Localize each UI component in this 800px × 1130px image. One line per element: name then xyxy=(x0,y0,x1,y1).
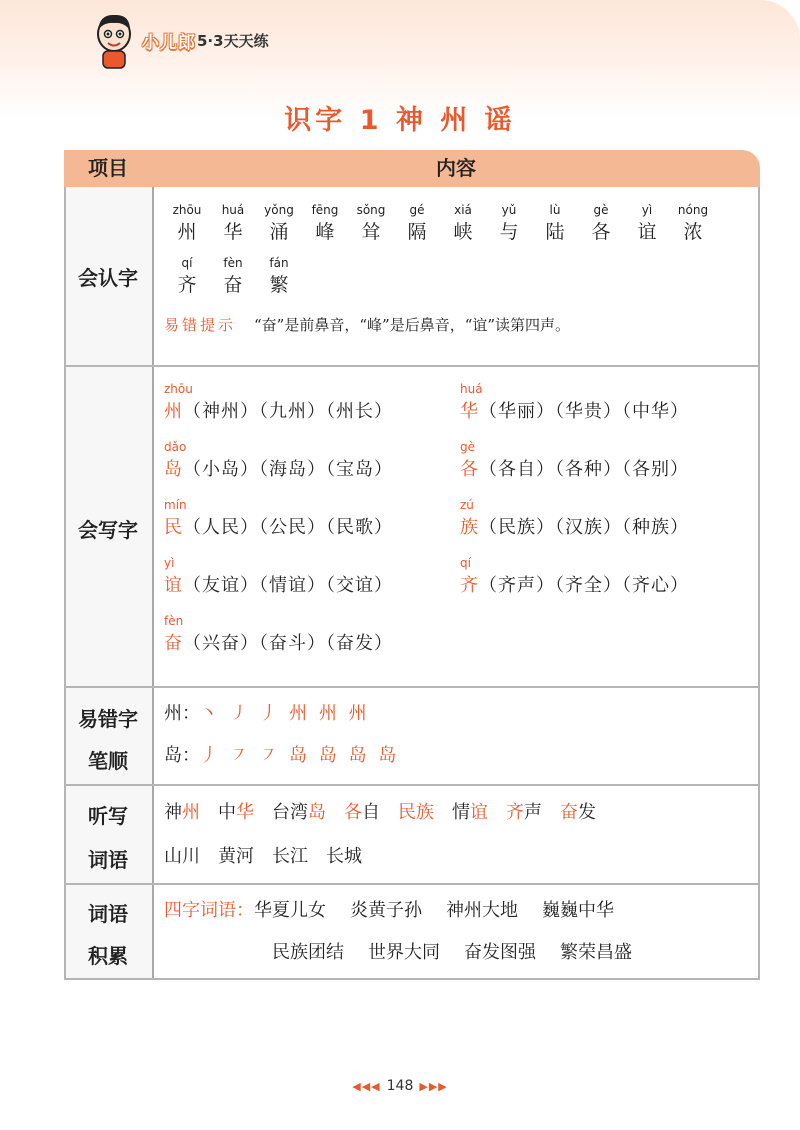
label-write: 会写字 xyxy=(78,518,138,542)
label-accumulate-2: 积累 xyxy=(88,944,128,968)
write-char: 奋 xyxy=(164,633,183,654)
header-item: 项目 xyxy=(88,156,128,180)
write-line xyxy=(164,629,460,659)
label-recognize: 会认字 xyxy=(78,266,138,290)
pinyin: yǒng xyxy=(264,203,294,217)
page-number: 148 xyxy=(386,1078,414,1094)
dictation-word: 长城 xyxy=(326,846,362,867)
series-name: 5·3天天练 xyxy=(197,32,269,50)
pinyin: gè xyxy=(593,203,609,217)
row-divider xyxy=(64,365,760,367)
recognize-char xyxy=(164,255,210,298)
word-part: 声 xyxy=(524,802,542,823)
idiom: 奋发图强 xyxy=(464,942,536,963)
dictation-word xyxy=(344,802,380,823)
study-table xyxy=(64,150,760,980)
pinyin: xiá xyxy=(454,203,472,217)
pinyin: yì xyxy=(641,203,653,217)
pinyin: mín xyxy=(164,498,187,512)
recognize-char xyxy=(164,202,210,245)
pinyin: sǒng xyxy=(356,203,386,217)
write-words: （小岛）（海岛）（宝岛） xyxy=(183,459,393,480)
word-part: 奋 xyxy=(560,802,578,823)
hanzi: 各 xyxy=(591,221,611,243)
hanzi: 华 xyxy=(223,221,243,243)
four-char-label: 四字词语： xyxy=(164,900,254,921)
pinyin: fēng xyxy=(311,203,339,217)
write-line xyxy=(164,455,460,485)
word-part: 情 xyxy=(452,802,470,823)
hanzi: 峡 xyxy=(453,221,473,243)
idiom: 繁荣昌盛 xyxy=(560,942,632,963)
header-content: 内容 xyxy=(436,156,476,180)
write-line xyxy=(164,513,460,543)
row-divider xyxy=(64,686,760,688)
column-divider xyxy=(152,187,154,980)
word-part: 谊 xyxy=(470,802,488,823)
write-words: （各自）（各种）（各别） xyxy=(479,459,689,480)
write-char: 岛 xyxy=(164,459,183,480)
write-char-item xyxy=(460,555,760,601)
pinyin: fán xyxy=(269,256,289,270)
write-char: 民 xyxy=(164,517,183,538)
stroke-sequence: 丶 ㇓ 丿 州 州 州 xyxy=(200,703,370,724)
write-char: 齐 xyxy=(460,575,479,596)
recognize-char xyxy=(348,202,394,245)
recognize-cell xyxy=(164,202,750,335)
tip-label: 易错提示 xyxy=(164,316,237,334)
pinyin: qí xyxy=(181,256,193,270)
write-cell xyxy=(164,381,750,659)
table-header xyxy=(64,150,760,187)
pinyin: nóng xyxy=(677,203,709,217)
label-strokes-2: 笔顺 xyxy=(88,749,128,773)
pinyin: gè xyxy=(460,440,475,454)
write-line xyxy=(164,397,460,427)
recognize-char xyxy=(486,202,532,245)
accumulate-row xyxy=(164,890,750,932)
word-part: 各 xyxy=(344,802,362,823)
dictation-word xyxy=(560,802,596,823)
recognize-grid xyxy=(164,202,750,298)
write-char: 华 xyxy=(460,401,479,422)
word-part: 州 xyxy=(182,802,200,823)
hanzi: 奋 xyxy=(223,274,243,296)
word-part: 中 xyxy=(218,802,236,823)
write-words: （齐声）（齐全）（齐心） xyxy=(479,575,689,596)
write-grid xyxy=(164,381,750,659)
hanzi: 州 xyxy=(177,221,197,243)
pinyin: gé xyxy=(409,203,425,217)
write-char-item xyxy=(164,381,460,427)
pinyin: zhōu xyxy=(164,382,193,396)
word-part: 自 xyxy=(362,802,380,823)
dictation-word xyxy=(398,802,434,823)
hanzi: 涌 xyxy=(269,221,289,243)
recognize-char xyxy=(440,202,486,245)
write-words: （人民）（公民）（民歌） xyxy=(183,517,393,538)
write-words: （兴奋）（奋斗）（奋发） xyxy=(183,633,393,654)
hanzi: 陆 xyxy=(545,221,565,243)
idiom: 华夏儿女 xyxy=(254,900,326,921)
dictation-cell xyxy=(164,791,750,879)
dictation-row xyxy=(164,791,750,835)
arrow-left-icon: ◀◀◀ xyxy=(352,1080,381,1093)
dictation-row xyxy=(164,835,750,879)
page-title: 识字 1 神 州 谣 xyxy=(284,105,516,136)
hanzi: 浓 xyxy=(683,221,703,243)
word-part: 华 xyxy=(236,802,254,823)
pinyin: qí xyxy=(460,556,471,570)
arrow-right-icon: ▶▶▶ xyxy=(419,1080,448,1093)
word-part: 齐 xyxy=(506,802,524,823)
pinyin: fèn xyxy=(164,614,184,628)
write-char: 各 xyxy=(460,459,479,480)
row-divider xyxy=(64,784,760,786)
write-line xyxy=(460,397,760,427)
write-words: （华丽）（华贵）（中华） xyxy=(479,401,689,422)
write-line xyxy=(460,455,760,485)
write-char-item xyxy=(460,497,760,543)
dictation-word xyxy=(218,802,254,823)
tip xyxy=(164,314,750,335)
hanzi: 峰 xyxy=(315,221,335,243)
pinyin: dǎo xyxy=(164,440,187,454)
dictation-word xyxy=(452,802,488,823)
word-part: 神 xyxy=(164,802,182,823)
pinyin: huá xyxy=(221,203,245,217)
recognize-char xyxy=(624,202,670,245)
label-dictation-1: 听写 xyxy=(88,804,128,828)
pinyin: fèn xyxy=(223,256,243,270)
dictation-word xyxy=(506,802,542,823)
word-part: 岛 xyxy=(308,802,326,823)
write-line xyxy=(460,571,760,601)
stroke-row-zhou xyxy=(164,693,750,735)
accumulate-cell xyxy=(164,890,750,974)
write-char-item xyxy=(460,381,760,427)
hanzi: 繁 xyxy=(269,274,289,296)
boy-mascot-icon xyxy=(92,12,136,70)
dictation-word xyxy=(164,802,200,823)
recognize-char xyxy=(256,255,302,298)
dictation-word: 黄河 xyxy=(218,846,254,867)
write-char-item xyxy=(164,497,460,543)
recognize-char xyxy=(256,202,302,245)
pinyin: huá xyxy=(460,382,483,396)
recognize-char xyxy=(302,202,348,245)
strokes-cell xyxy=(164,693,750,777)
label-dictation-2: 词语 xyxy=(88,848,128,872)
idiom: 炎黄子孙 xyxy=(350,900,422,921)
brand-name: 小儿郎 xyxy=(142,33,196,53)
write-words: （友谊）（情谊）（交谊） xyxy=(183,575,393,596)
word-part: 发 xyxy=(578,802,596,823)
write-char: 谊 xyxy=(164,575,183,596)
stroke-char: 州： xyxy=(164,703,200,724)
accumulate-row xyxy=(164,932,750,974)
tip-text: “奋”是前鼻音，“峰”是后鼻音，“谊”读第四声。 xyxy=(254,316,571,334)
pinyin: yì xyxy=(164,556,175,570)
dictation-word xyxy=(272,802,326,823)
pinyin: yǔ xyxy=(501,203,517,217)
hanzi: 隔 xyxy=(407,221,427,243)
dictation-word: 山川 xyxy=(164,846,200,867)
word-part: 台湾 xyxy=(272,802,308,823)
stroke-row-dao xyxy=(164,735,750,777)
write-line xyxy=(164,571,460,601)
idiom: 民族团结 xyxy=(272,942,344,963)
idiom: 世界大同 xyxy=(368,942,440,963)
write-char-item xyxy=(460,439,760,485)
recognize-char xyxy=(670,202,716,245)
idiom: 神州大地 xyxy=(446,900,518,921)
write-words: （民族）（汉族）（种族） xyxy=(479,517,689,538)
stroke-sequence: 丿 ㇇ ㇇ 岛 岛 岛 岛 xyxy=(200,745,400,766)
recognize-char xyxy=(578,202,624,245)
hanzi: 谊 xyxy=(637,221,657,243)
page-footer xyxy=(0,1078,800,1094)
label-accumulate-1: 词语 xyxy=(88,902,128,926)
pinyin: lù xyxy=(549,203,561,217)
write-char-item xyxy=(164,613,460,659)
recognize-char xyxy=(210,202,256,245)
hanzi: 耸 xyxy=(361,221,381,243)
write-char-item xyxy=(164,555,460,601)
recognize-char xyxy=(532,202,578,245)
write-char-item xyxy=(164,439,460,485)
hanzi: 齐 xyxy=(177,274,197,296)
dictation-word: 长江 xyxy=(272,846,308,867)
pinyin: zhōu xyxy=(172,203,202,217)
hanzi: 与 xyxy=(499,221,519,243)
write-words: （神州）（九州）（州长） xyxy=(183,401,393,422)
label-strokes-1: 易错字 xyxy=(78,707,138,731)
word-part: 民族 xyxy=(398,802,434,823)
idiom: 巍巍中华 xyxy=(542,900,614,921)
stroke-char: 岛： xyxy=(164,745,200,766)
write-char: 族 xyxy=(460,517,479,538)
recognize-char xyxy=(210,255,256,298)
pinyin: zú xyxy=(460,498,474,512)
write-char: 州 xyxy=(164,401,183,422)
row-divider xyxy=(64,883,760,885)
recognize-char xyxy=(394,202,440,245)
write-line xyxy=(460,513,760,543)
